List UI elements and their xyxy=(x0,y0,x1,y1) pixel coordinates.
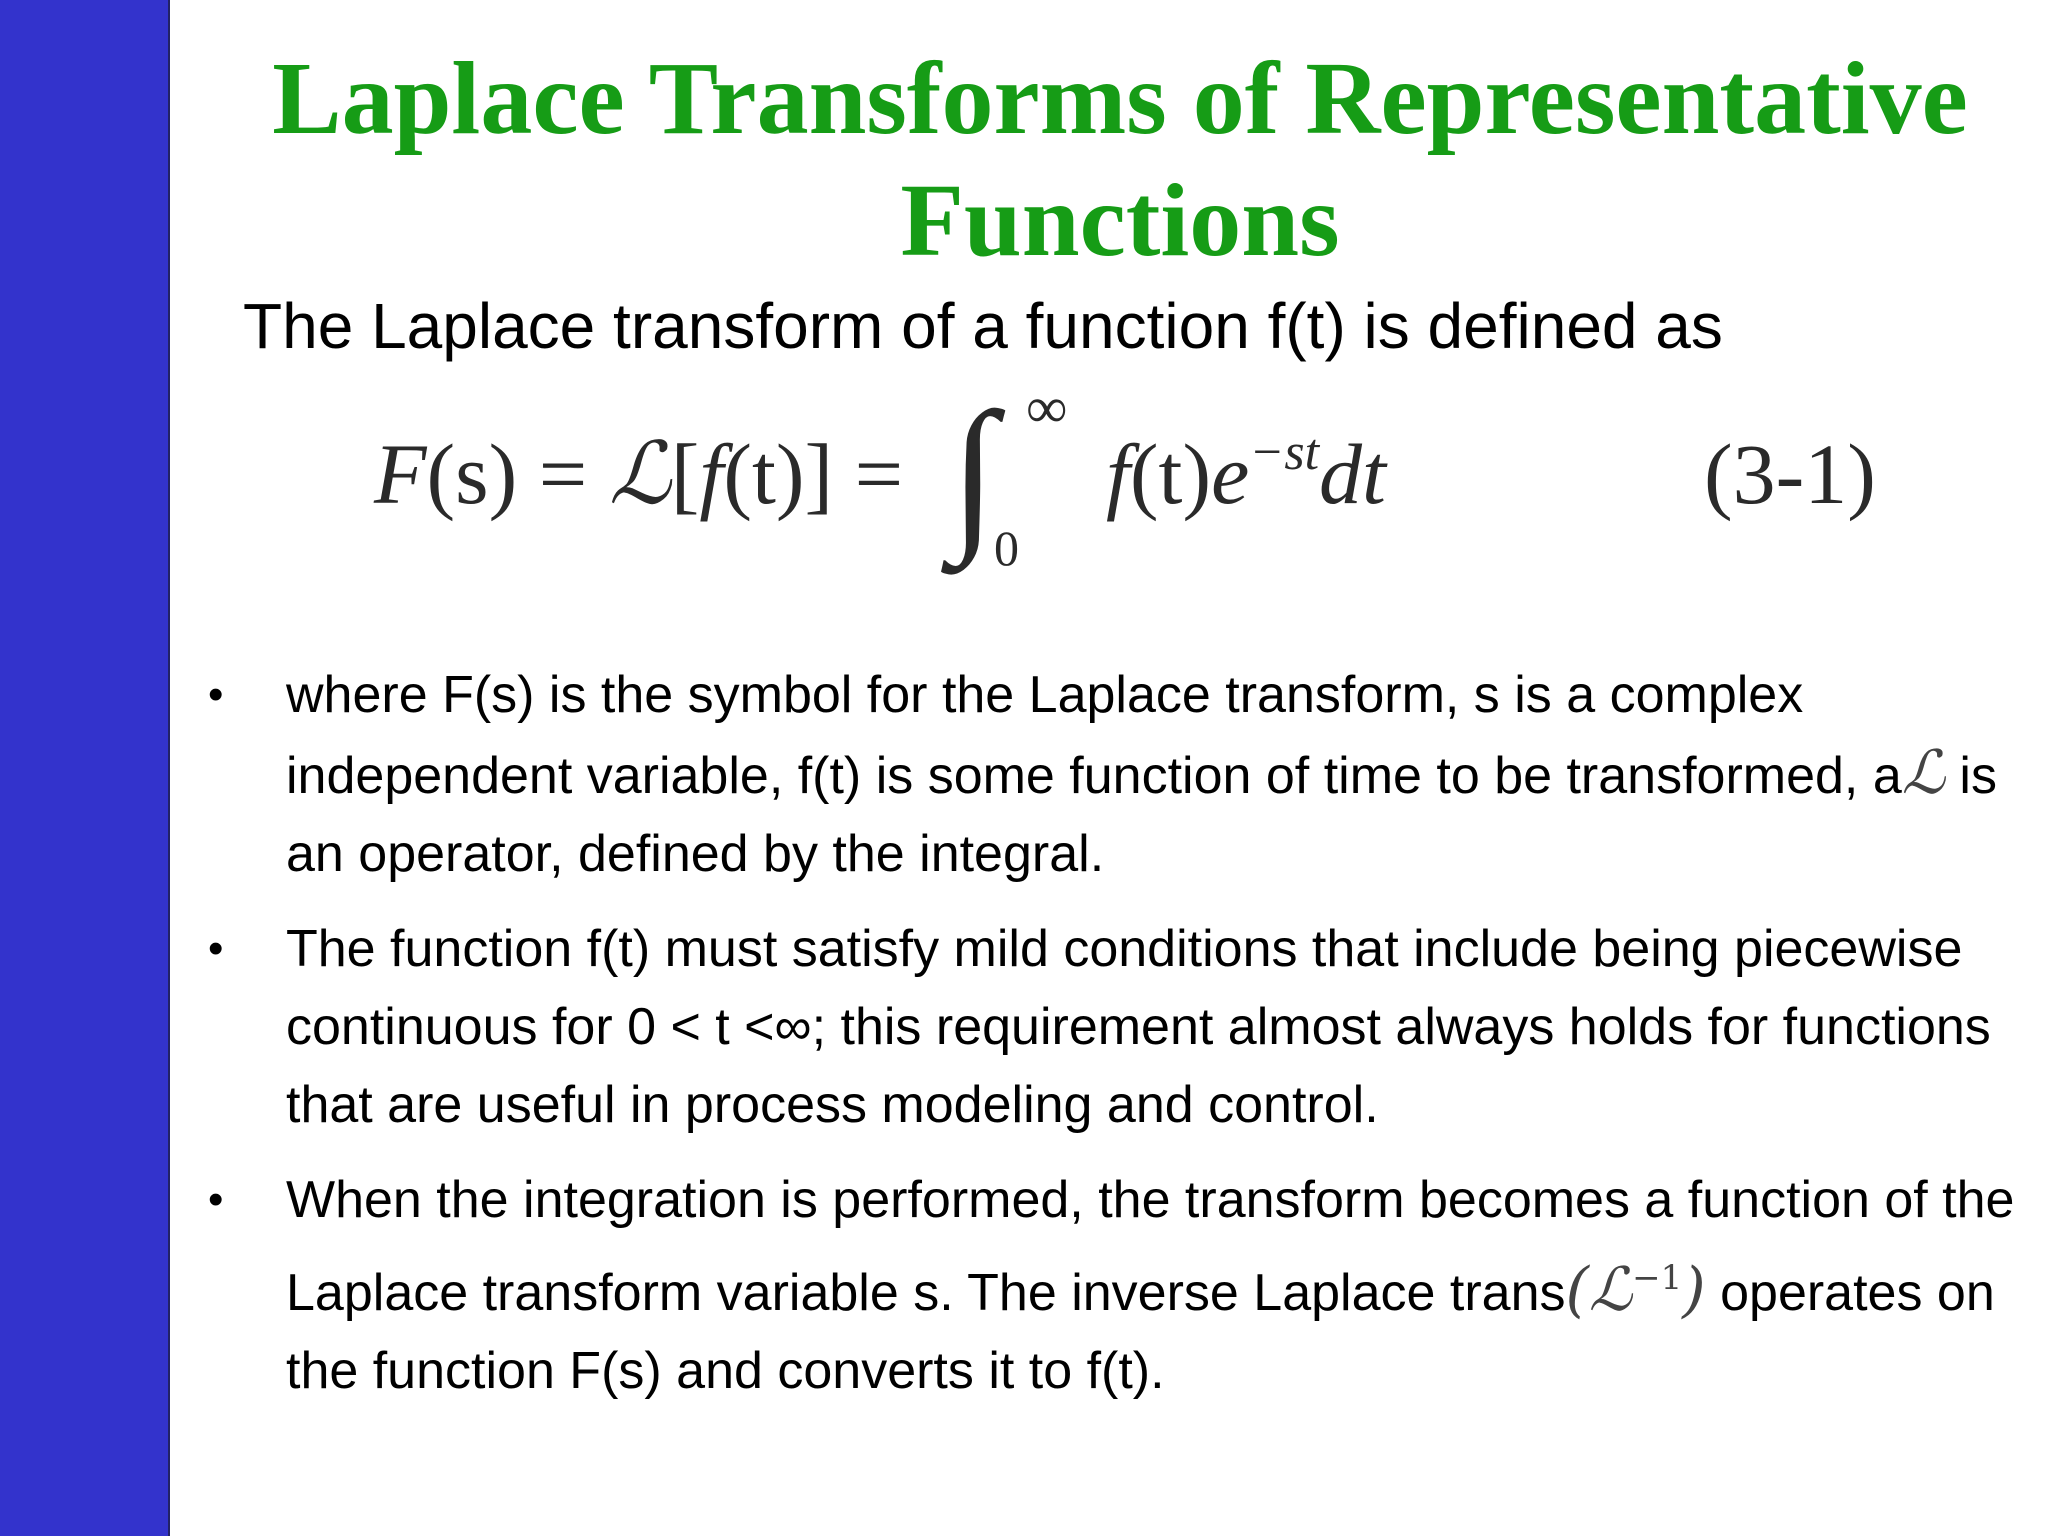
equation-lhs: F(s) = ℒ[f(t)] = xyxy=(374,424,904,524)
equation-number: (3-1) xyxy=(1704,426,1876,522)
integral-upper-limit: ∞ xyxy=(1026,375,1068,440)
side-accent-bar xyxy=(0,0,170,1536)
bullet-marker: • xyxy=(208,1175,224,1224)
title-line-1: Laplace Transforms of Representative xyxy=(272,41,1968,156)
intro-text: The Laplace transform of a function f(t) is defined as xyxy=(243,290,1723,362)
slide-title xyxy=(200,38,2040,282)
exponent: −st xyxy=(1249,424,1320,481)
bullet-marker: • xyxy=(208,670,224,719)
bullet-marker: • xyxy=(208,924,224,973)
bullet-item: • where F(s) is the symbol for the Laplace transform, s is a complex independent variable, f(t) is some function of time to be transformed, aℒ is an operator, defined by the integral. xyxy=(200,656,2030,893)
inverse-laplace-operator-inline: (ℒ$^{-1}$) xyxy=(1565,1255,1706,1325)
bullet-item: • The function f(t) must satisfy mild conditions that include being piecewise continuous for 0 < t <∞; this requirement almost always holds for functions that are useful in process modeling and control. xyxy=(200,910,2030,1144)
title-line-2: Functions xyxy=(900,163,1340,278)
bullet-list xyxy=(200,656,2030,1427)
integrand: $f(t)e^{-st}dt$ xyxy=(1106,424,1386,522)
integral-sign: ∫ xyxy=(950,378,997,566)
bullet-item: • When the integration is performed, the transform becomes a function of the Laplace transform variable s. The inverse Laplace trans(ℒ$^{-1}$) operates on the function F(s) and converts it to f(t). xyxy=(200,1161,2030,1410)
laplace-operator-symbol: ℒ xyxy=(608,424,671,524)
integral-lower-limit: 0 xyxy=(994,520,1019,576)
laplace-operator-inline: ℒ xyxy=(1901,738,1945,808)
laplace-definition-equation xyxy=(374,372,1894,582)
